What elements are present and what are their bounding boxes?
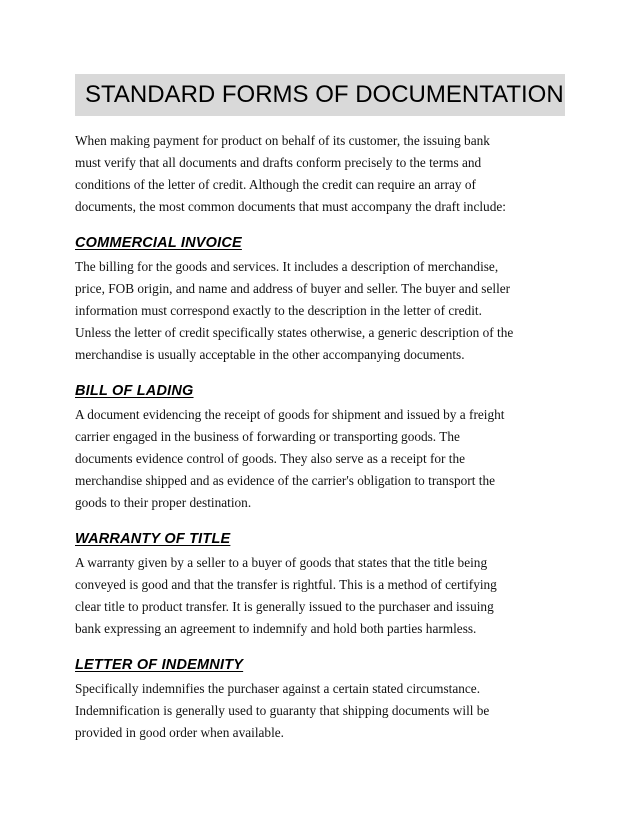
intro-line: conditions of the letter of credit. Although the credit can require an array of — [75, 177, 476, 192]
section-heading: COMMERCIAL INVOICE — [75, 235, 242, 251]
section-warranty-of-title — [75, 531, 565, 640]
paragraph-line: merchandise is usually acceptable in the other accompanying documents. — [75, 347, 465, 362]
section-paragraph — [75, 256, 565, 366]
document-page — [75, 74, 565, 744]
paragraph-line: price, FOB origin, and name and address of buyer and seller. The buyer and seller — [75, 281, 511, 296]
paragraph-line: merchandise shipped and as evidence of the carrier's obligation to transport the — [75, 473, 495, 488]
paragraph-line: goods to their proper destination. — [75, 495, 252, 510]
section-letter-of-indemnity — [75, 657, 565, 744]
intro-line: When making payment for product on behalf of its customer, the issuing bank — [75, 133, 490, 148]
paragraph-line: Unless the letter of credit specifically states otherwise, a generic description of the — [75, 325, 514, 340]
paragraph-line: Indemnification is generally used to guaranty that shipping documents will be — [75, 703, 490, 718]
paragraph-line: A document evidencing the receipt of goods for shipment and issued by a freight — [75, 407, 505, 422]
paragraph-line: A warranty given by a seller to a buyer of goods that states that the title being — [75, 555, 488, 570]
section-heading: LETTER OF INDEMNITY — [75, 657, 244, 673]
section-paragraph — [75, 552, 565, 640]
paragraph-line: documents evidence control of goods. They also serve as a receipt for the — [75, 451, 466, 466]
section-bill-of-lading — [75, 383, 565, 514]
section-heading: WARRANTY OF TITLE — [75, 531, 231, 547]
paragraph-line: bank expressing an agreement to indemnify and hold both parties harmless. — [75, 621, 477, 636]
page-title: STANDARD FORMS OF DOCUMENTATION — [85, 81, 564, 108]
paragraph-line: provided in good order when available. — [75, 725, 284, 740]
paragraph-line: Specifically indemnifies the purchaser against a certain stated circumstance. — [75, 681, 481, 696]
intro-line: must verify that all documents and drafts conform precisely to the terms and — [75, 155, 482, 170]
paragraph-line: clear title to product transfer. It is generally issued to the purchaser and issuing — [75, 599, 494, 614]
paragraph-line: conveyed is good and that the transfer is rightful. This is a method of certifying — [75, 577, 497, 592]
paragraph-line: The billing for the goods and services. It includes a description of merchandise, — [75, 259, 499, 274]
section-paragraph — [75, 404, 565, 514]
section-paragraph — [75, 678, 565, 744]
intro-line: documents, the most common documents that must accompany the draft include: — [75, 199, 506, 214]
paragraph-line: carrier engaged in the business of forwarding or transporting goods. The — [75, 429, 460, 444]
title-banner — [75, 74, 565, 116]
section-heading: BILL OF LADING — [75, 383, 194, 399]
paragraph-line: information must correspond exactly to the description in the letter of credit. — [75, 303, 482, 318]
intro-paragraph — [75, 130, 565, 218]
section-commercial-invoice — [75, 235, 565, 366]
